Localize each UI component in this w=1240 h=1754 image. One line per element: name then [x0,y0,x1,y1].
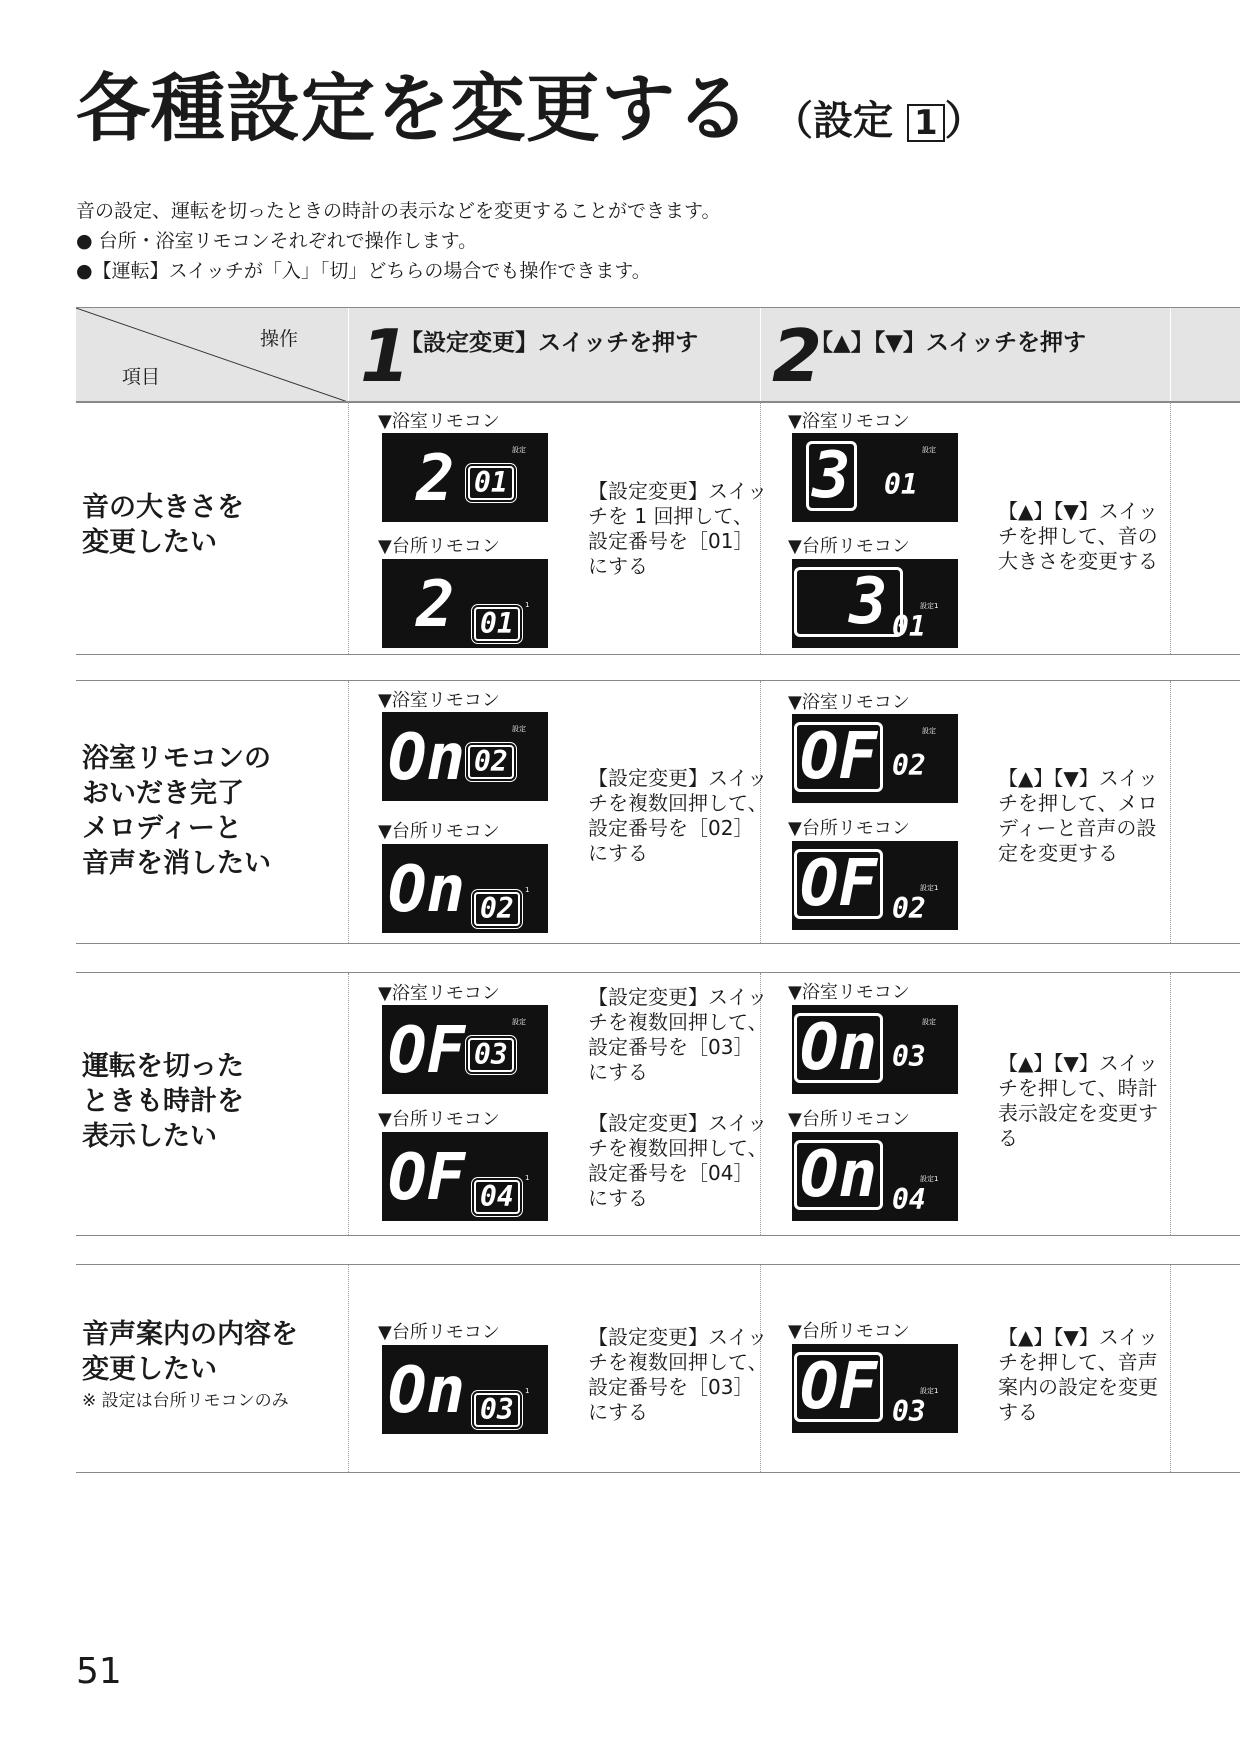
step-description [998,1051,1158,1151]
step-title: 【▲】【▼】スイッチを押す [810,330,1086,356]
lcd-main-digit: On [388,1354,466,1428]
intro-bullet: ● 台所・浴室リモコンそれぞれで操作します。 [76,230,478,252]
step-description [588,766,768,866]
kitchen-remote-label: ▼台所リモコン [378,821,500,842]
page-title-sub [773,98,985,144]
kitchen-remote-label: ▼台所リモコン [788,1109,910,1130]
desc-line: チを複数回押して、 [588,1350,768,1374]
column-divider [348,1265,349,1472]
table-header [76,307,1240,403]
header-operation-label: 操作 [260,328,299,350]
lcd-setting-tag [920,1388,938,1395]
page-title-sub-prefix: （設定 [773,98,893,144]
desc-line: 案内の設定を変更 [998,1375,1158,1399]
step-description-bath [588,985,768,1085]
desc-line: チを 1 回押して、 [588,504,754,528]
kitchen-remote-label: ▼台所リモコン [378,1322,500,1343]
desc-line: チを複数回押して、 [588,1136,768,1160]
table-row [76,1264,1240,1473]
desc-line: にする [588,1060,648,1084]
column-divider [1170,308,1171,402]
kitchen-lcd-display [382,559,548,648]
row-label-line: 浴室リモコンの [82,743,271,774]
desc-line: 大きさを変更する [998,549,1158,573]
lcd-setting-number: 01 [474,607,520,641]
kitchen-lcd-display [382,844,548,933]
row-label [82,490,244,560]
row-label-line: メロディーと [82,813,242,844]
lcd-setting-tag: 設定 [922,446,936,454]
row-label-line: 変更したい [82,527,217,558]
lcd-tag-num: 1 [934,884,939,892]
row-label [82,741,271,881]
lcd-main-digit: OF [388,1014,466,1088]
header-diagonal-line [76,308,348,402]
step-description-kitchen [588,1111,768,1211]
lcd-setting-number: 01 [468,466,514,500]
intro-text [76,196,720,286]
kitchen-remote-label: ▼台所リモコン [788,818,910,839]
step-description [998,766,1158,866]
bath-remote-label: ▼浴室リモコン [788,411,910,432]
column-divider [1170,681,1171,943]
bath-remote-label: ▼浴室リモコン [378,690,500,711]
row-label-line: 変更したい [82,1354,217,1385]
kitchen-lcd-display [792,559,958,648]
row-label-line: おいだき完了 [82,778,244,809]
row-label-line: 音声案内の内容を [82,1319,298,1350]
lcd-main-digit: OF [794,722,883,792]
row-label-line: 音声を消したい [82,848,271,879]
bath-lcd-display [382,433,548,522]
step-title: 【設定変更】スイッチを押す [400,330,699,356]
lcd-tag-text: 設定 [920,602,934,610]
lcd-setting-number: 04 [474,1180,520,1214]
row-label-line: ときも時計を [82,1086,244,1117]
desc-line: 【設定変更】スイッ [588,1325,768,1349]
lcd-setting-number: 02 [892,749,926,782]
kitchen-lcd-display [382,1132,548,1221]
lcd-main-digit: On [388,721,466,795]
lcd-main-digit: 2 [416,568,455,642]
desc-line: 【▲】【▼】スイッ [998,499,1158,523]
column-divider [1170,1265,1171,1472]
desc-line: 【設定変更】スイッ [588,479,768,503]
desc-line: チを押して、時計 [998,1076,1158,1100]
lcd-setting-number: 03 [468,1038,514,1072]
desc-line: 【設定変更】スイッ [588,1111,768,1135]
desc-line: 設定番号を［02］ [588,816,754,840]
lcd-setting-number: 04 [892,1183,926,1216]
table-row [76,972,1240,1236]
lcd-setting-tag: 1 [525,1387,530,1395]
lcd-main-digit: 3 [794,567,903,637]
desc-line: チを押して、音声 [998,1350,1158,1374]
kitchen-lcd-display [792,1132,958,1221]
bath-remote-label: ▼浴室リモコン [788,982,910,1003]
step-description [588,479,767,579]
column-divider [1170,402,1171,654]
page-title [76,66,985,152]
kitchen-remote-label: ▼台所リモコン [378,536,500,557]
desc-line: ディーと音声の設 [998,816,1157,840]
settings-table [76,307,1240,1471]
lcd-setting-number: 03 [892,1040,926,1073]
bath-remote-label: ▼浴室リモコン [378,983,500,1004]
lcd-setting-tag: 設定 [512,725,526,733]
page-title-main: 各種設定を変更する [76,66,751,152]
desc-line: 表示設定を変更す [998,1101,1158,1125]
lcd-setting-tag [920,885,938,892]
intro-line: 音の設定、運転を切ったときの時計の表示などを変更することができます。 [76,200,721,222]
bath-lcd-display [382,712,548,801]
bath-remote-label: ▼浴室リモコン [378,411,500,432]
kitchen-remote-label: ▼台所リモコン [378,1109,500,1130]
kitchen-remote-label: ▼台所リモコン [788,1321,910,1342]
lcd-setting-tag: 設定 [922,1018,936,1026]
desc-line: チを複数回押して、 [588,791,768,815]
page-title-sub-suffix: ） [944,98,985,144]
column-divider [348,681,349,943]
page-number: 51 [76,1651,122,1692]
lcd-setting-tag [920,603,938,610]
desc-line: 【設定変更】スイッ [588,985,768,1009]
lcd-main-digit: OF [794,1352,883,1422]
step-description [998,1325,1158,1425]
column-divider [348,973,349,1235]
row-label-line: 音の大きさを [82,492,244,523]
lcd-tag-text: 設定 [920,1175,934,1183]
lcd-tag-text: 設定 [920,1387,934,1395]
lcd-main-digit: OF [388,1141,466,1215]
page-title-setting-number: 1 [907,104,945,142]
desc-line: チを複数回押して、 [588,1010,768,1034]
lcd-main-digit: 2 [416,442,455,516]
desc-line: る [998,1126,1018,1150]
desc-line: 設定番号を［01］ [588,529,754,553]
row-label [82,1317,298,1413]
desc-line: にする [588,1186,648,1210]
lcd-setting-number: 03 [474,1393,520,1427]
kitchen-lcd-display [792,1344,958,1433]
lcd-main-digit: OF [794,849,883,919]
lcd-setting-number: 01 [892,610,926,643]
kitchen-lcd-display [792,841,958,930]
bath-lcd-display [382,1005,548,1094]
desc-line: チを押して、メロ [998,791,1158,815]
desc-line: 設定番号を［03］ [588,1375,754,1399]
desc-line: 【▲】【▼】スイッ [998,1051,1158,1075]
lcd-setting-number: 02 [474,892,520,926]
lcd-setting-tag: 設定 [512,446,526,454]
lcd-setting-tag: 1 [525,1174,530,1182]
lcd-tag-num: 1 [934,602,939,610]
step-number: 2 [772,314,823,398]
step-number: 1 [360,314,411,398]
desc-line: にする [588,554,648,578]
table-row [76,401,1240,655]
row-label-line: 表示したい [82,1121,217,1152]
bath-lcd-display [792,1005,958,1094]
lcd-setting-tag: 1 [525,886,530,894]
lcd-main-digit: On [794,1013,883,1083]
desc-line: 設定番号を［03］ [588,1035,754,1059]
desc-line: 【▲】【▼】スイッ [998,1325,1158,1349]
lcd-tag-text: 設定 [920,884,934,892]
lcd-setting-number: 03 [892,1395,926,1428]
lcd-setting-number: 02 [892,892,926,925]
kitchen-lcd-display [382,1345,548,1434]
table-row [76,680,1240,944]
header-item-label: 項目 [122,366,161,388]
bath-lcd-display [792,714,958,803]
desc-line: 【設定変更】スイッ [588,766,768,790]
lcd-setting-number: 02 [468,745,514,779]
header-step-2 [760,308,1170,402]
column-divider [1170,973,1171,1235]
desc-line: 定を変更する [998,841,1118,865]
lcd-setting-tag [920,1176,938,1183]
desc-line: 【▲】【▼】スイッ [998,766,1158,790]
kitchen-remote-label: ▼台所リモコン [788,536,910,557]
desc-line: にする [588,841,648,865]
row-note: ※ 設定は台所リモコンのみ [82,1391,289,1411]
bath-remote-label: ▼浴室リモコン [788,692,910,713]
column-divider [348,402,349,654]
lcd-tag-num: 1 [934,1387,939,1395]
lcd-main-digit: On [388,853,466,927]
intro-bullet: ●【運転】スイッチが「入」「切」どちらの場合でも操作できます。 [76,260,651,282]
lcd-setting-tag: 設定 [922,727,936,735]
header-step-1 [348,308,760,402]
lcd-setting-number: 01 [884,468,918,501]
step-description [588,1325,768,1425]
row-label-line: 運転を切った [82,1051,244,1082]
lcd-main-digit: On [794,1140,883,1210]
desc-line: する [998,1400,1038,1424]
desc-line: 設定番号を［04］ [588,1161,754,1185]
desc-line: にする [588,1400,648,1424]
step-description [998,499,1158,574]
lcd-setting-tag: 設定 [512,1018,526,1026]
lcd-main-digit: 3 [806,441,857,511]
row-label [82,1049,244,1154]
bath-lcd-display [792,433,958,522]
lcd-tag-num: 1 [934,1175,939,1183]
desc-line: チを押して、音の [998,524,1158,548]
lcd-setting-tag: 1 [525,601,530,609]
